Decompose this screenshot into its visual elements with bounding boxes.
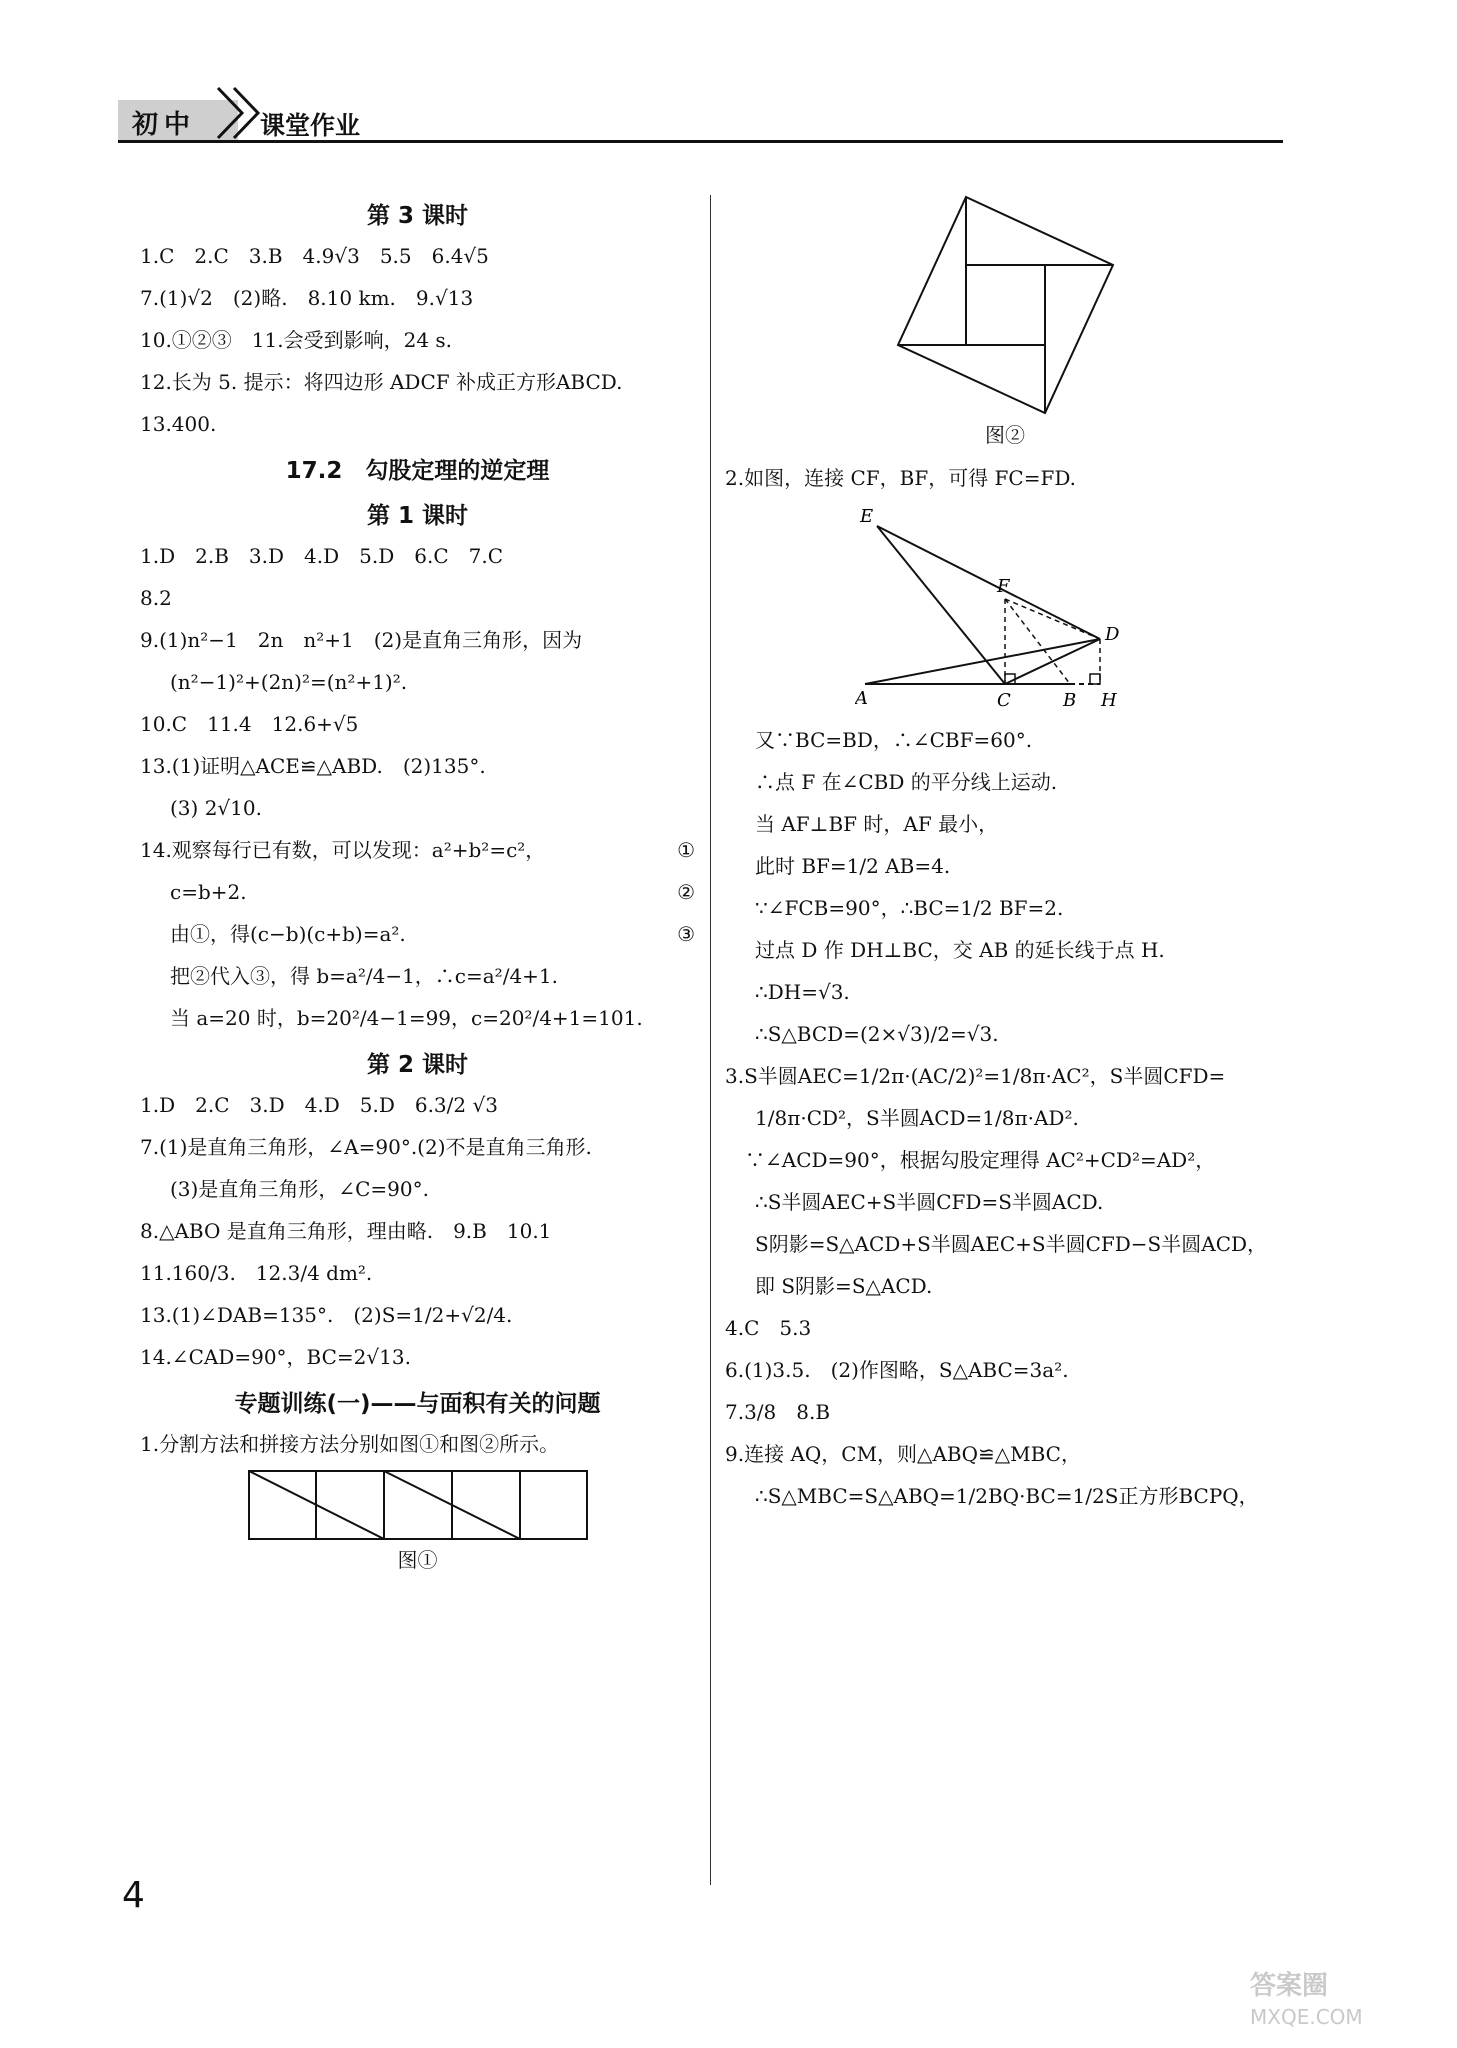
- answer-text: 1/8π·CD²，S半圆ACD=1/8π·AD².: [755, 1106, 1079, 1130]
- answer-line: [725, 1438, 1285, 1470]
- answer-text: (3)是直角三角形，∠C=90°.: [170, 1177, 429, 1201]
- figure-3-geometry: [855, 504, 1155, 714]
- answer-text: 1.D 2.C 3.D 4.D 5.D 6.3/2 √3: [140, 1093, 498, 1117]
- equation-marker: ③: [677, 922, 695, 946]
- answer-text: 13.(1)证明△ACE≌△ABD. (2)135°.: [140, 754, 486, 778]
- answer-line: [140, 876, 695, 908]
- answer-line: [140, 366, 695, 398]
- answer-text: 8.△ABO 是直角三角形，理由略. 9.B 10.1: [140, 1219, 552, 1243]
- answer-text: 第 1 课时: [366, 503, 469, 529]
- answer-line: [140, 408, 695, 440]
- answer-line: [140, 666, 695, 698]
- answer-text: 13.(1)∠DAB=135°. (2)S=1/2+√2/4.: [140, 1303, 513, 1327]
- left-answers: [140, 197, 695, 1460]
- answer-line: [725, 1270, 1285, 1302]
- answer-text: ∴S△MBC=S△ABQ=1/2BQ·BC=1/2S正方形BCPQ，: [755, 1484, 1259, 1508]
- answer-text: (n²−1)²+(2n)²=(n²+1)².: [170, 670, 408, 694]
- answer-line: [725, 976, 1285, 1008]
- header-rule: [118, 140, 1283, 143]
- answer-line: [725, 1228, 1285, 1260]
- answer-text: 8.2: [140, 586, 172, 610]
- column-divider: [710, 195, 711, 1885]
- figure-1-caption: 图①: [397, 1548, 438, 1572]
- page-header: [118, 100, 1283, 144]
- watermark-logo: 答案圈: [1250, 1971, 1329, 2001]
- answer-text: 由①，得(c−b)(c+b)=a².: [170, 922, 406, 946]
- answer-text: 7.(1)√2 (2)略. 8.10 km. 9.√13: [140, 286, 474, 310]
- section-heading: [140, 452, 695, 485]
- answer-line: [725, 462, 1285, 494]
- answer-text: 1.D 2.B 3.D 4.D 5.D 6.C 7.C: [140, 544, 504, 568]
- answer-text: ∴DH=√3.: [755, 980, 850, 1004]
- header-level: 初中: [132, 110, 197, 140]
- answer-text: 6.(1)3.5. (2)作图略，S△ABC=3a².: [725, 1358, 1069, 1382]
- answer-text: 7.3/8 8.B: [725, 1400, 831, 1424]
- answer-line: [725, 1060, 1285, 1092]
- answer-line: [725, 1018, 1285, 1050]
- answer-line: [725, 850, 1285, 882]
- label-B: B: [1063, 690, 1077, 711]
- answer-line: [725, 1312, 1285, 1344]
- answer-line: [725, 934, 1285, 966]
- label-E: E: [860, 506, 874, 527]
- answer-text: 10.①②③ 11.会受到影响，24 s.: [140, 328, 453, 352]
- answer-text: 14.观察每行已有数，可以发现：a²+b²=c²，: [140, 838, 546, 862]
- answer-line: [140, 1428, 695, 1460]
- answer-line: [140, 1299, 695, 1331]
- answer-line: [725, 1144, 1285, 1176]
- right-column: [725, 195, 1285, 1522]
- answer-line: [140, 708, 695, 740]
- label-D: D: [1105, 624, 1120, 645]
- answer-text: 当 a=20 时，b=20²/4−1=99，c=20²/4+1=101.: [170, 1006, 643, 1030]
- section-heading: [140, 1046, 695, 1079]
- figure-2-square: [895, 195, 1115, 415]
- section-heading: [140, 197, 695, 230]
- answer-text: 12.长为 5. 提示：将四边形 ADCF 补成正方形ABCD.: [140, 370, 623, 394]
- answer-line: [725, 766, 1285, 798]
- answer-line: [725, 1480, 1285, 1512]
- right-answers-b: [725, 724, 1285, 1512]
- answer-text: 当 AF⊥BF 时，AF 最小，: [755, 812, 999, 836]
- answer-line: [140, 960, 695, 992]
- answer-line: [140, 918, 695, 950]
- answer-line: [140, 834, 695, 866]
- answer-text: 即 S阴影=S△ACD.: [755, 1274, 933, 1298]
- label-H: H: [1101, 690, 1117, 711]
- header-title: 课堂作业: [260, 111, 361, 140]
- answer-text: 10.C 11.4 12.6+√5: [140, 712, 359, 736]
- answer-text: 1.C 2.C 3.B 4.9√3 5.5 6.4√5: [140, 244, 489, 268]
- answer-text: 把②代入③，得 b=a²/4−1，∴c=a²/4+1.: [170, 964, 559, 988]
- answer-text: 第 2 课时: [366, 1052, 469, 1078]
- answer-line: [140, 324, 695, 356]
- answer-line: [140, 1341, 695, 1373]
- answer-line: [140, 582, 695, 614]
- answer-line: [140, 1089, 695, 1121]
- answer-text: 17.2 勾股定理的逆定理: [285, 458, 550, 484]
- label-F: F: [997, 576, 1010, 597]
- answer-text: 3.S半圆AEC=1/2π·(AC/2)²=1/8π·AC²，S半圆CFD=: [725, 1064, 1226, 1088]
- left-column: [140, 185, 695, 1587]
- answer-text: 9.连接 AQ，CM，则△ABQ≌△MBC，: [725, 1442, 1081, 1466]
- answer-line: [140, 240, 695, 272]
- answer-line: [140, 792, 695, 824]
- answer-text: ∴S△BCD=(2×√3)/2=√3.: [755, 1022, 999, 1046]
- answer-text: 专题训练(一)——与面积有关的问题: [234, 1391, 601, 1417]
- answer-text: c=b+2.: [170, 880, 247, 904]
- watermark-url: MXQE.COM: [1250, 2005, 1363, 2029]
- answer-line: [140, 1215, 695, 1247]
- answer-line: [140, 540, 695, 572]
- label-A: A: [855, 688, 868, 709]
- answer-text: S阴影=S△ACD+S半圆AEC+S半圆CFD−S半圆ACD，: [755, 1232, 1268, 1256]
- answer-text: 7.(1)是直角三角形，∠A=90°.(2)不是直角三角形.: [140, 1135, 592, 1159]
- answer-text: 此时 BF=1/2 AB=4.: [755, 854, 951, 878]
- answer-text: 第 3 课时: [366, 203, 469, 229]
- section-heading: [140, 1385, 695, 1418]
- answer-text: 2.如图，连接 CF，BF，可得 FC=FD.: [725, 466, 1077, 490]
- answer-line: [725, 724, 1285, 756]
- answer-line: [140, 750, 695, 782]
- answer-text: (3) 2√10.: [170, 796, 262, 820]
- label-C: C: [997, 690, 1011, 711]
- answer-line: [140, 1173, 695, 1205]
- answer-text: 又∵BC=BD，∴∠CBF=60°.: [755, 728, 1033, 752]
- section-heading: [140, 497, 695, 530]
- answer-text: ∵∠FCB=90°，∴BC=1/2 BF=2.: [755, 896, 1064, 920]
- answer-line: [140, 1002, 695, 1034]
- answer-line: [725, 1354, 1285, 1386]
- right-answers-a: [725, 462, 1285, 494]
- answer-text: 11.160/3. 12.3/4 dm².: [140, 1261, 373, 1285]
- answer-line: [140, 1257, 695, 1289]
- answer-text: 14.∠CAD=90°，BC=2√13.: [140, 1345, 411, 1369]
- figure-2-caption: 图②: [985, 423, 1025, 447]
- answer-text: ∵∠ACD=90°，根据勾股定理得 AC²+CD²=AD²，: [725, 1148, 1216, 1172]
- equation-marker: ②: [677, 880, 695, 904]
- answer-line: [725, 1396, 1285, 1428]
- equation-marker: ①: [677, 838, 695, 862]
- answer-line: [725, 808, 1285, 840]
- answer-line: [725, 1186, 1285, 1218]
- answer-text: 9.(1)n²−1 2n n²+1 (2)是直角三角形，因为: [140, 628, 583, 652]
- answer-line: [725, 1102, 1285, 1134]
- figure-1-grid: [248, 1470, 588, 1540]
- answer-line: [140, 624, 695, 656]
- answer-line: [140, 282, 695, 314]
- answer-text: 13.400.: [140, 412, 217, 436]
- answer-text: 过点 D 作 DH⊥BC，交 AB 的延长线于点 H.: [755, 938, 1165, 962]
- answer-text: ∴S半圆AEC+S半圆CFD=S半圆ACD.: [755, 1190, 1104, 1214]
- answer-line: [140, 1131, 695, 1163]
- answer-text: 1.分割方法和拼接方法分别如图①和图②所示。: [140, 1432, 560, 1456]
- page-number: 4: [122, 1875, 145, 1916]
- answer-text: ∴点 F 在∠CBD 的平分线上运动.: [755, 770, 1058, 794]
- answer-line: [725, 892, 1285, 924]
- answer-text: 4.C 5.3: [725, 1316, 812, 1340]
